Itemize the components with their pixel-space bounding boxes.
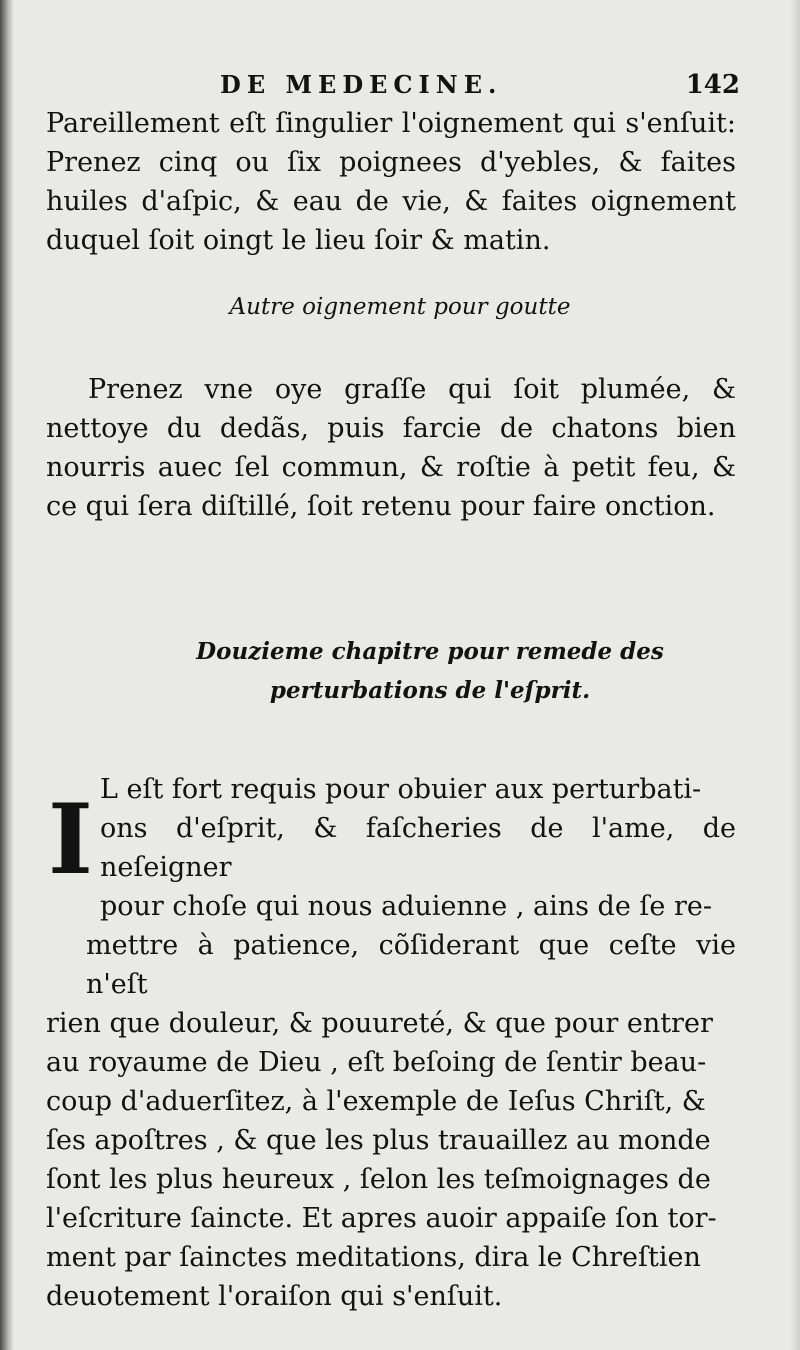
paragraph-goose-recipe: Prenez vne oye graſſe qui ſoit plumée, & nettoye du dedãs, puis farcie de chatons bien nourris auec ſel commun, & roſtie à petit feu, & ce qui ſera diſtillé, ſoit retenu pour faire onction. <box>46 374 736 522</box>
text-line: au royaume de Dieu , eſt beſoing de ſentir beau- <box>46 1047 707 1078</box>
paragraph-perturbations <box>46 770 736 1316</box>
text-line: mettre à patience, cõſiderant que ceſte vie n'eſt <box>86 930 736 1000</box>
section-heading-gout: Autre oignement pour goutte <box>229 294 571 320</box>
text-line: ons d'eſprit, & faſcheries de l'ame, de neſeigner <box>100 813 736 883</box>
text-line: ſont les plus heureux , ſelon les teſmoignages de <box>46 1164 711 1195</box>
text-line: ment par ſainctes meditations, dira le Chreſtien <box>46 1242 701 1273</box>
page-number: 142 <box>685 70 740 100</box>
text-line: rien que douleur, & pouureté, & que pour entrer <box>46 1008 713 1039</box>
text-line: L eſt fort requis pour obuier aux perturbati- <box>100 774 702 805</box>
text-line: ſes apoſtres , & que les plus trauaillez au monde <box>46 1125 711 1156</box>
drop-capital: I <box>48 783 93 896</box>
text-line: coup d'aduerſitez, à l'exemple de Ieſus Chriſt, & <box>46 1086 706 1117</box>
chapter-heading <box>120 632 740 710</box>
running-title: DE MEDECINE. <box>220 70 503 99</box>
text-line: deuotement l'oraiſon qui s'enſuit. <box>46 1281 503 1312</box>
page-edge <box>790 0 800 1350</box>
text-line: pour choſe qui nous aduienne , ains de ſe re- <box>100 891 712 922</box>
chapter-heading-line-1: Douzieme chapitre pour remede des <box>196 638 664 665</box>
paragraph-ointment: Pareillement eſt ſingulier l'oignement qui s'enſuit: Prenez cinq ou ſix poignees d'yebles, & faites huiles d'aſpic, & eau de vie, & faites oignement duquel ſoit oingt le lieu ſoir & matin. <box>46 108 736 256</box>
text-line: l'eſcriture ſaincte. Et apres auoir appaiſe ſon tor- <box>46 1203 717 1234</box>
chapter-heading-line-2: perturbations de l'eſprit. <box>269 677 591 704</box>
page-binding-shadow <box>0 0 14 1350</box>
